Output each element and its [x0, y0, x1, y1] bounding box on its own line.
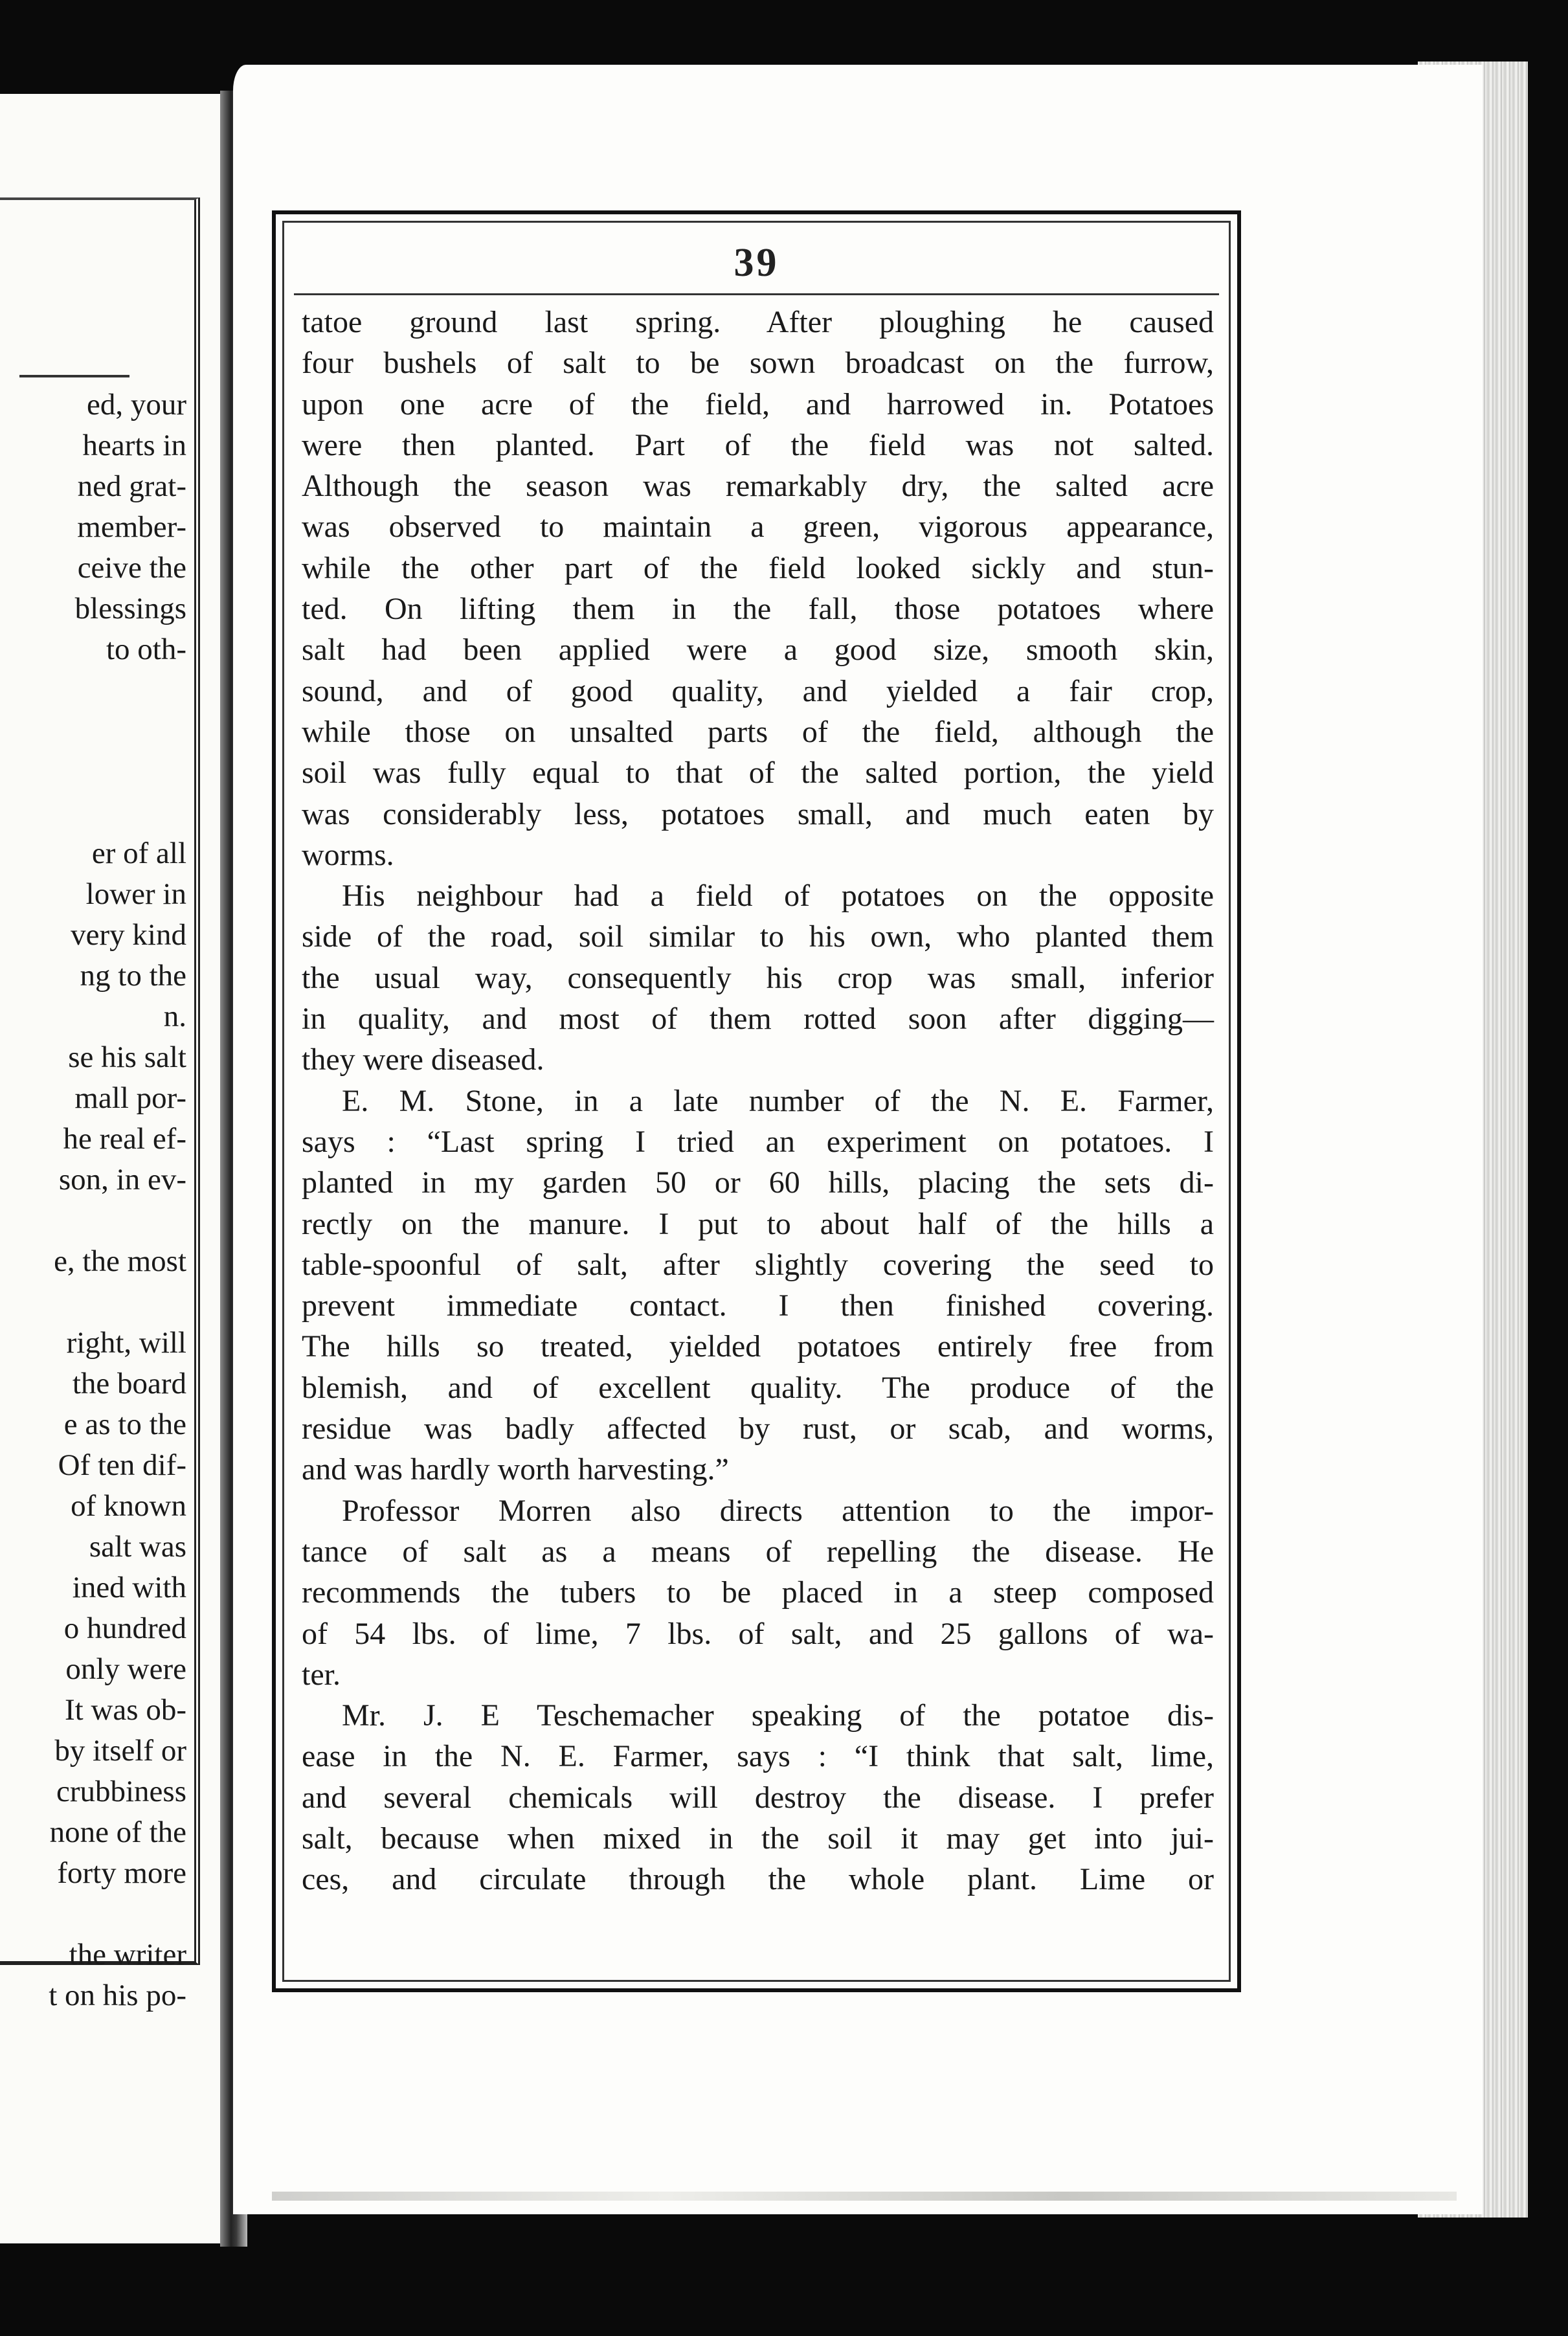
left-line: n.: [163, 1000, 186, 1033]
text-line: prevent immediate contact. I then finished covering.: [302, 1288, 1214, 1323]
left-line: member-: [77, 510, 186, 544]
left-line: e, the most: [54, 1244, 186, 1278]
text-line: residue was badly affected by rust, or scab, and worms,: [302, 1411, 1214, 1446]
text-line: table-spoonful of salt, after slightly covering the seed to: [302, 1247, 1214, 1282]
left-line: to oth-: [106, 633, 186, 666]
left-line: by itself or: [54, 1734, 186, 1768]
text-line: of 54 lbs. of lime, 7 lbs. of salt, and 25 gallons of wa-: [302, 1616, 1214, 1651]
text-line: the usual way, consequently his crop was small, inferior: [302, 960, 1214, 995]
text-line: salt, because when mixed in the soil it may get into jui-: [302, 1821, 1214, 1856]
left-line: ceive the: [77, 551, 186, 585]
text-line: salt had been applied were a good size, smooth skin,: [302, 633, 1214, 668]
text-line: soil was fully equal to that of the salted portion, the yield: [302, 756, 1214, 791]
text-line: blemish, and of excellent quality. The produce of the: [302, 1370, 1214, 1405]
text-line: and was hardly worth harvesting.”: [302, 1452, 729, 1487]
left-page-frame: [0, 197, 200, 2012]
left-line: hearts in: [82, 429, 186, 462]
text-line: four bushels of salt to be sown broadcast on the furrow,: [302, 346, 1214, 381]
paragraph-start: Mr. J. E Teschemacher speaking of the potatoe dis-: [342, 1698, 1214, 1733]
left-line: only were: [65, 1652, 186, 1686]
left-line: very kind: [71, 918, 186, 952]
text-line: tatoe ground last spring. After ploughing he caused: [302, 305, 1214, 339]
left-line: none of the: [49, 1815, 186, 1849]
text-line: ease in the N. E. Farmer, says : “I think that salt, lime,: [302, 1739, 1214, 1774]
left-line: [0, 1200, 186, 1241]
text-line: rectly on the manure. I put to about half of the hills a: [302, 1206, 1214, 1241]
left-line: [0, 752, 186, 792]
page-number: 39: [734, 241, 779, 285]
text-line: Although the season was remarkably dry, the salted acre: [302, 469, 1214, 504]
paragraph-start: Professor Morren also directs attention to the impor-: [342, 1493, 1214, 1528]
text-line: were then planted. Part of the field was not salted.: [302, 427, 1214, 462]
left-line: It was ob-: [65, 1693, 186, 1727]
left-line: ined with: [72, 1571, 186, 1604]
left-line: t on his po-: [49, 1979, 186, 2012]
text-line: worms.: [302, 837, 394, 872]
text-line: upon one acre of the field, and harrowed in. Potatoes: [302, 387, 1214, 421]
left-line: e as to the: [63, 1408, 186, 1441]
text-line: they were diseased.: [302, 1042, 544, 1077]
left-page: [0, 94, 246, 2243]
left-line: son, in ev-: [58, 1163, 186, 1196]
text-line: ter.: [302, 1657, 341, 1692]
text-line: sound, and of good quality, and yielded a fair crop,: [302, 673, 1214, 708]
left-line: o hundred: [63, 1612, 186, 1645]
text-line: says : “Last spring I tried an experiment on potatoes. I: [302, 1124, 1214, 1159]
left-line: crubbiness: [56, 1775, 186, 1808]
left-line: the board: [72, 1367, 186, 1400]
text-frame: [272, 210, 1241, 1992]
text-line: was considerably less, potatoes small, and much eaten by: [302, 796, 1214, 831]
left-line: se his salt: [68, 1040, 186, 1074]
text-line: tance of salt as a means of repelling the disease. He: [302, 1534, 1214, 1569]
text-line: ces, and circulate through the whole plant. Lime or: [302, 1862, 1214, 1897]
body-text: [302, 302, 1214, 1900]
text-line: The hills so treated, yielded potatoes entirely free from: [302, 1329, 1214, 1364]
left-line: ned grat-: [77, 469, 186, 503]
left-line: salt was: [89, 1530, 186, 1564]
paragraph-start: E. M. Stone, in a late number of the N. E. Farmer,: [342, 1083, 1214, 1118]
left-line: [0, 1282, 186, 1323]
left-line: Of ten dif-: [58, 1448, 186, 1482]
header-rule: [294, 293, 1219, 295]
left-line: lower in: [85, 877, 186, 911]
left-line: [0, 670, 186, 711]
left-line: blessings: [74, 592, 186, 625]
left-line: forty more: [57, 1856, 186, 1890]
left-line: ng to the: [80, 959, 186, 993]
page-bottom-edge: [272, 2192, 1457, 2201]
left-line: he real ef-: [63, 1122, 186, 1156]
left-line: [0, 711, 186, 752]
paragraph-start: His neighbour had a field of potatoes on the opposite: [342, 879, 1214, 914]
left-line: [0, 792, 186, 833]
text-line: side of the road, soil similar to his own, who planted them: [302, 919, 1214, 954]
text-line: ted. On lifting them in the fall, those potatoes where: [302, 592, 1214, 627]
left-page-rule: [19, 375, 129, 377]
text-line: while the other part of the field looked sickly and stun-: [302, 550, 1214, 585]
left-line: of known: [71, 1489, 186, 1523]
text-line: recommends the tubers to be placed in a steep composed: [302, 1575, 1214, 1610]
left-line: [0, 1894, 186, 1935]
left-line: right, will: [66, 1326, 186, 1360]
left-page-text: [0, 385, 186, 2016]
text-line: planted in my garden 50 or 60 hills, placing the sets di-: [302, 1165, 1214, 1200]
left-line: ed, your: [86, 388, 186, 421]
text-line: while those on unsalted parts of the field, although the: [302, 714, 1214, 749]
left-line: mall por-: [74, 1081, 186, 1115]
left-line: the writer: [69, 1938, 186, 1971]
text-line: and several chemicals will destroy the disease. I prefer: [302, 1780, 1214, 1815]
text-line: in quality, and most of them rotted soon after digging—: [302, 1002, 1214, 1037]
text-line: was observed to maintain a green, vigorous appearance,: [302, 510, 1214, 545]
left-line: er of all: [91, 837, 186, 870]
